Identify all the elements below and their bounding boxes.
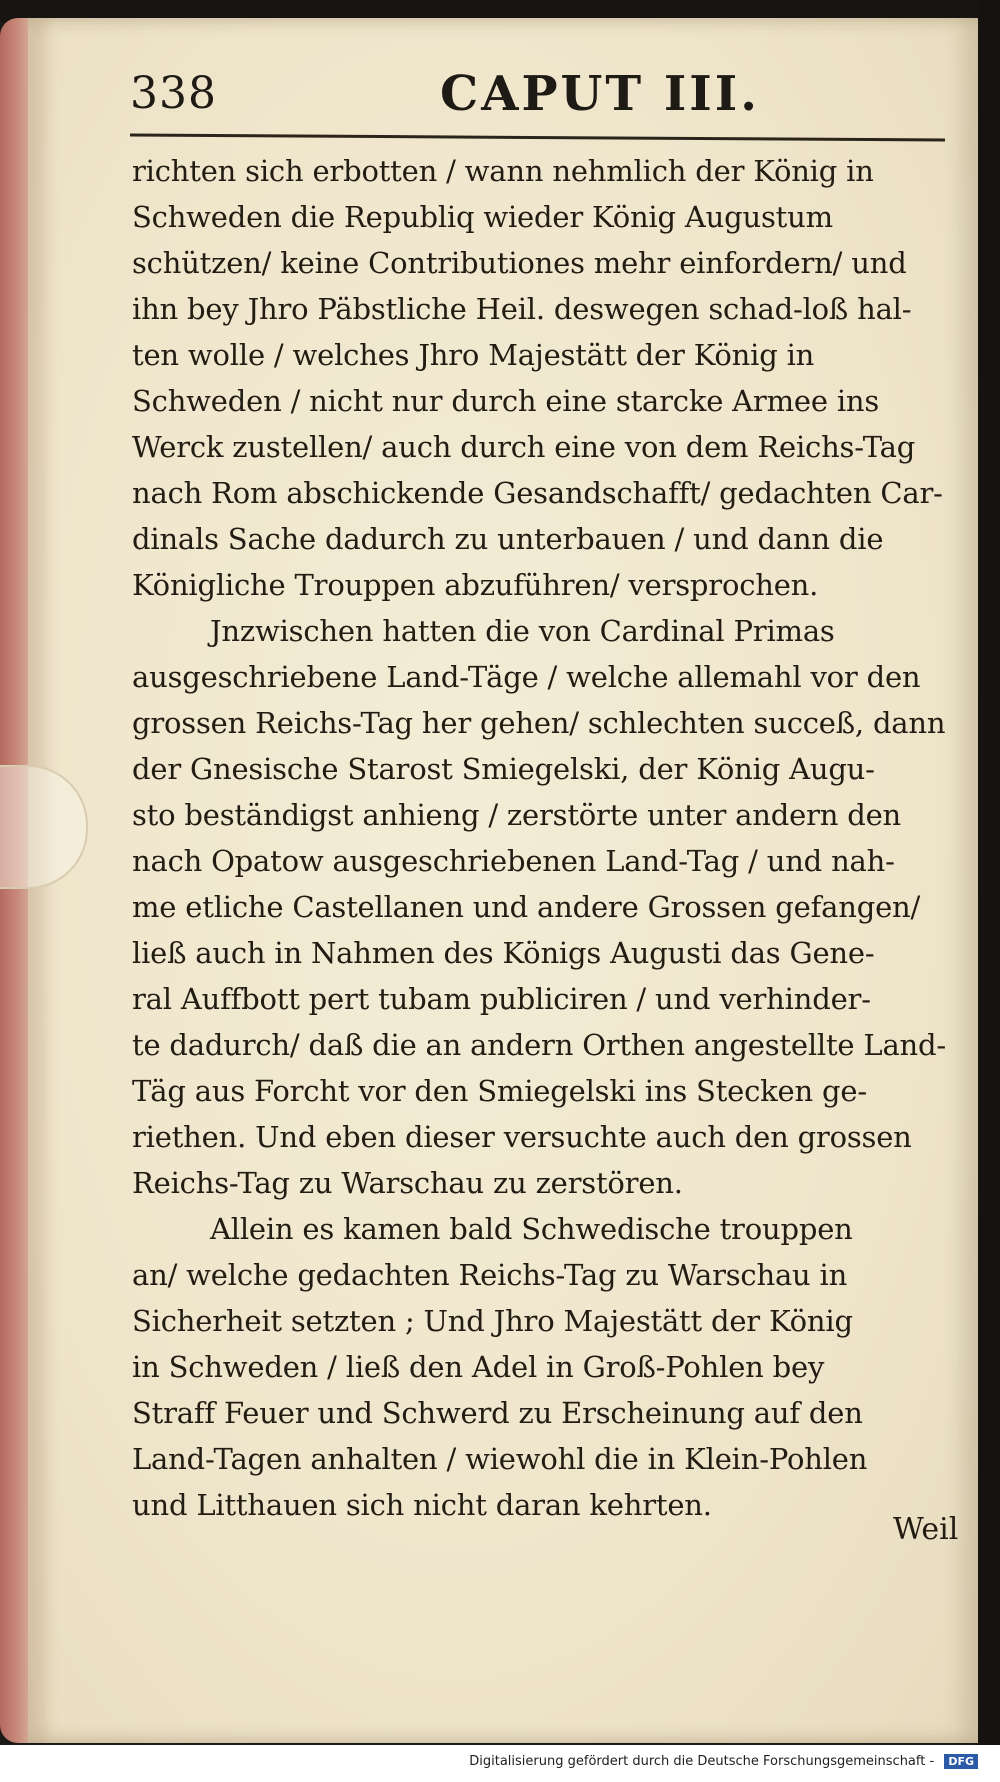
text-line: und Litthauen sich nicht daran kehrten. — [132, 1488, 712, 1522]
text-line: Reichs-Tag zu Warschau zu zerstören. — [132, 1166, 683, 1200]
catchword: Weil — [893, 1512, 959, 1547]
text-line: me etliche Castellanen und andere Grossen gefangen/ — [132, 890, 921, 924]
text-line: der Gnesische Starost Smiegelski, der König Augu- — [132, 752, 875, 786]
text-line: sto beständigst anhieng / zerstörte unter andern den — [132, 798, 902, 832]
text-line: Schweden / nicht nur durch eine starcke Armee ins — [132, 384, 880, 418]
page-number: 338 — [130, 68, 217, 119]
text-line: te dadurch/ daß die an andern Orthen angestellte Land- — [132, 1028, 946, 1062]
text-line: Werck zustellen/ auch durch eine von dem Reichs-Tag — [132, 430, 916, 464]
text-line: nach Opatow ausgeschriebenen Land-Tag / und nah- — [132, 844, 895, 878]
text-line: Land-Tagen anhalten / wiewohl die in Klein-Pohlen — [132, 1442, 868, 1476]
text-line: in Schweden / ließ den Adel in Groß-Pohlen bey — [132, 1350, 825, 1384]
body-text — [132, 148, 967, 1528]
text-line: richten sich erbotten / wann nehmlich der König in — [132, 154, 874, 188]
digitization-footer — [0, 1745, 1000, 1782]
paragraph-start-line: Jnzwischen hatten die von Cardinal Primas — [210, 614, 835, 648]
text-line: Täg aus Forcht vor den Smiegelski ins Stecken ge- — [132, 1074, 867, 1108]
paragraph-start-line: Allein es kamen bald Schwedische trouppen — [210, 1212, 853, 1246]
text-line: ihn bey Jhro Päbstliche Heil. deswegen schad-loß hal- — [132, 292, 912, 326]
text-line: an/ welche gedachten Reichs-Tag zu Warschau in — [132, 1258, 848, 1292]
text-line: dinals Sache dadurch zu unterbauen / und dann die — [132, 522, 884, 556]
text-line: ten wolle / welches Jhro Majestätt der König in — [132, 338, 815, 372]
text-line: Königliche Trouppen abzuführen/ versprochen. — [132, 568, 819, 602]
page-header — [130, 60, 955, 120]
text-line: ließ auch in Nahmen des Königs Augusti das Gene- — [132, 936, 875, 970]
footer-credit: Digitalisierung gefördert durch die Deutsche Forschungsgemeinschaft - — [469, 1754, 935, 1769]
text-line: Schweden die Republiq wieder König Augustum — [132, 200, 833, 234]
text-line: ral Auffbott pert tubam publiciren / und verhinder- — [132, 982, 871, 1016]
footer-credit-wrap — [469, 1754, 978, 1769]
scan-right-border — [978, 0, 1000, 1745]
text-line: riethen. Und eben dieser versuchte auch den grossen — [132, 1120, 912, 1154]
text-line: nach Rom abschickende Gesandschafft/ gedachten Car- — [132, 476, 943, 510]
text-line: schützen/ keine Contributiones mehr einfordern/ und — [132, 246, 907, 280]
text-line: Straff Feuer und Schwerd zu Erscheinung auf den — [132, 1396, 863, 1430]
text-line: ausgeschriebene Land-Täge / welche allemahl vor den — [132, 660, 921, 694]
text-line: Sicherheit setzten ; Und Jhro Majestätt der König — [132, 1304, 853, 1338]
text-line: grossen Reichs-Tag her gehen/ schlechten succeß, dann — [132, 706, 946, 740]
running-head: CAPUT III. — [440, 66, 760, 122]
dfg-logo: DFG — [944, 1754, 978, 1769]
